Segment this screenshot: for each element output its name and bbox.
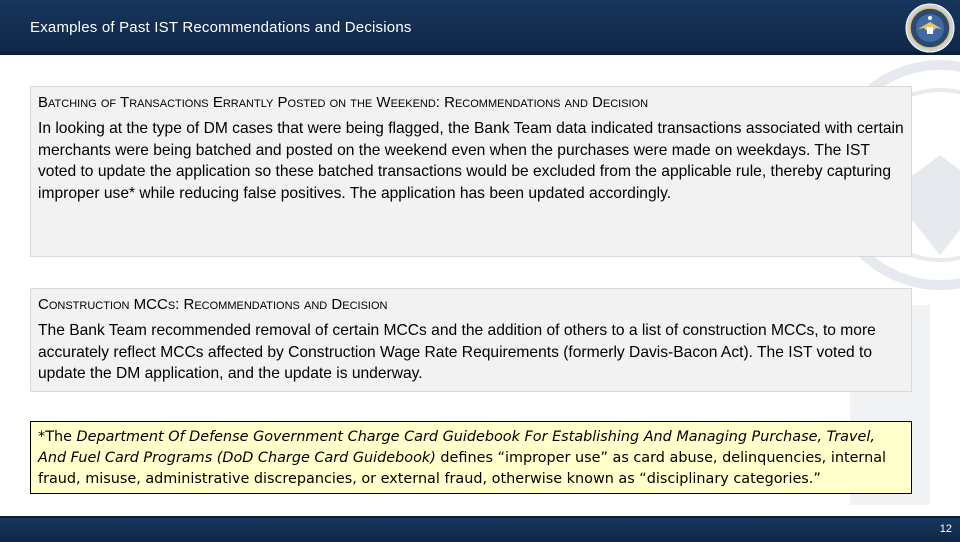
batching-heading: Batching of Transactions Errantly Posted on the Weekend: Recommendations and Decision [38,94,649,111]
footnote-prefix: *The [38,429,77,445]
construction-mcc-section [30,288,912,392]
batching-section [30,86,912,257]
page-title: Examples of Past IST Recommendations and Decisions [30,19,412,36]
dod-seal-icon [905,3,955,53]
page-number: 12 [939,523,952,535]
construction-mcc-body: The Bank Team recommended removal of certain MCCs and the addition of others to a list of construction MCCs, to more accurately reflect MCCs affected by Construction Wage Rate Requirements (formerly Davis-Bacon Act). The IST voted to update the DM application, and the update is underway. [38,322,876,382]
construction-mcc-heading: Construction MCCs: Recommendations and Decision [38,296,388,313]
footnote-suffix: defines “improper use” as card abuse, delinquencies, internal fraud, misuse, administrative discrepancies, or external fraud, otherwise known as “disciplinary categories.” [38,450,887,487]
header-bar [0,0,960,55]
footnote-guidebook-title: Department Of Defense Government Charge Card Guidebook For Establishing And Managing Purchase, Travel, And Fuel Card Programs (DoD Charge Card Guidebook) [38,429,875,466]
batching-body: In looking at the type of DM cases that were being flagged, the Bank Team data indicated transactions associated with certain merchants were being batched and posted on the weekend even when the purchases were made on weekdays. The IST voted to update the application so these batched transactions would be excluded from the applicable rule, thereby capturing improper use* while reducing false positives. The application has been updated accordingly. [38,120,904,202]
footer-bar [0,516,960,542]
footnote-box [30,421,912,494]
